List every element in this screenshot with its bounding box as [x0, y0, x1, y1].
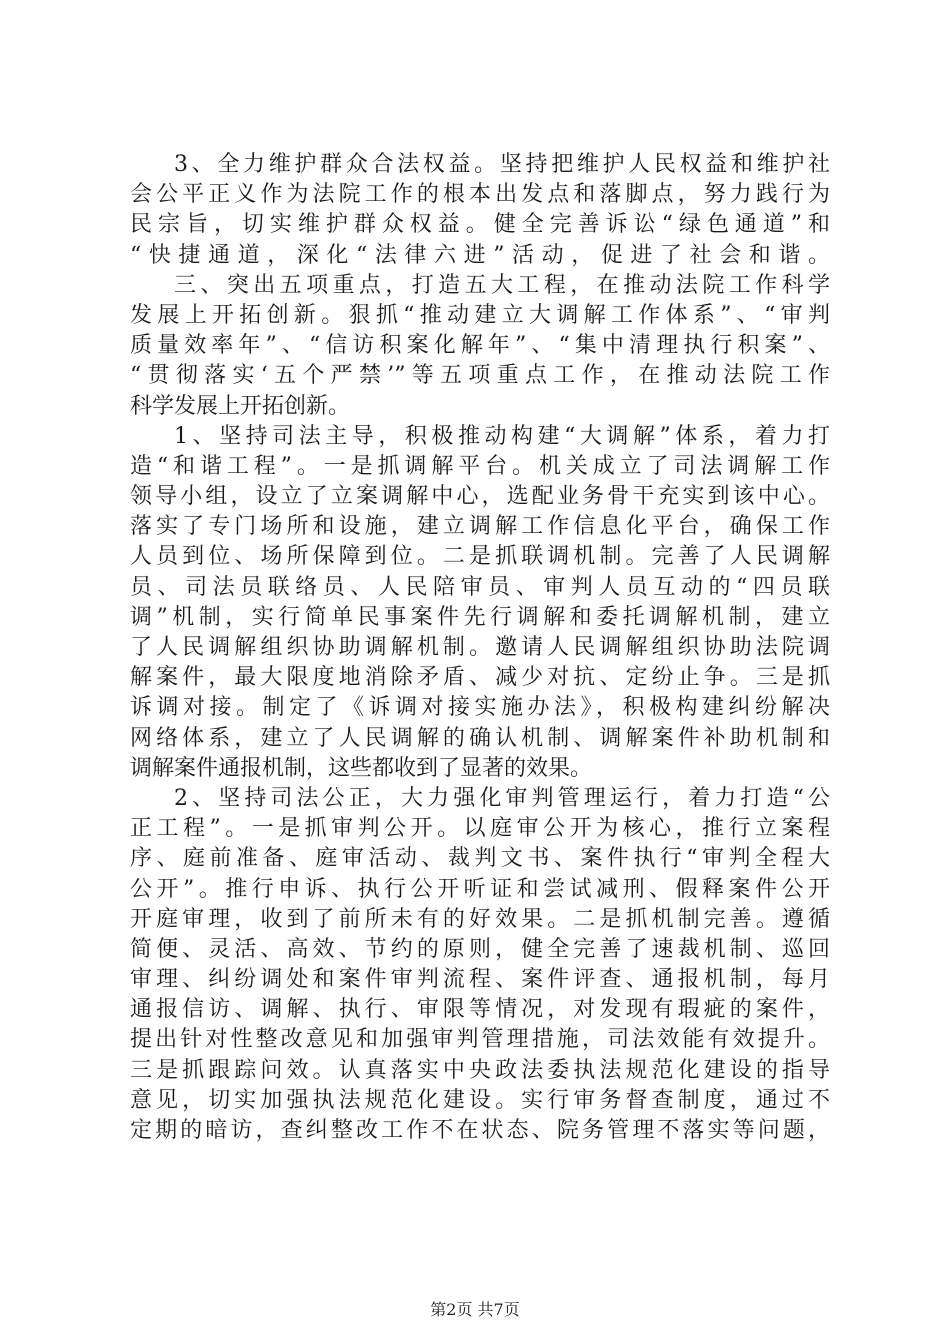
paragraph: [130, 150, 830, 271]
text-line: 了人民调解组织协助调解机制。邀请人民调解组织协助法院调: [130, 635, 830, 660]
page-number: 第2页 共7页: [430, 1300, 520, 1319]
text-line: 简便、灵活、高效、节约的原则，健全完善了速裁机制、巡回: [130, 936, 830, 962]
paragraph: [130, 422, 830, 784]
text-line: 调解案件通报机制，这些都收到了显著的效果。: [130, 755, 593, 781]
text-line: 正工程”。一是抓审判公开。以庭审公开为核心，推行立案程: [130, 816, 830, 842]
text-line: 调”机制，实行简单民事案件先行调解和委托调解机制，建立: [130, 604, 830, 630]
text-line: 提出针对性整改意见和加强审判管理措施，司法效能有效提升。: [130, 1027, 830, 1053]
text-line: 质量效率年”、“信访积案化解年”、“集中清理执行积案”、: [130, 333, 830, 359]
text-line: 三、突出五项重点，打造五大工程，在推动法院工作科学: [174, 272, 830, 298]
text-line: 意见，切实加强执法规范化建设。实行审务督查制度，通过不: [130, 1087, 830, 1113]
text-line: 发展上开拓创新。狠抓“推动建立大调解工作体系”、“审判: [130, 302, 830, 328]
text-line: 三是抓跟踪问效。认真落实中央政法委执法规范化建设的指导: [130, 1057, 830, 1083]
text-line: 网络体系，建立了人民调解的确认机制、调解案件补助机制和: [130, 725, 830, 751]
text-line: 落实了专门场所和设施，建立调解工作信息化平台，确保工作: [130, 514, 830, 540]
text-line: 民宗旨，切实维护群众权益。健全完善诉讼“绿色通道”和: [130, 212, 830, 238]
text-line: 3、全力维护群众合法权益。坚持把维护人民权益和维护社: [174, 152, 830, 177]
text-line: 人员到位、场所保障到位。二是抓联调机制。完善了人民调解: [130, 544, 830, 570]
text-line: 造“和谐工程”。一是抓调解平台。机关成立了司法调解工作: [130, 453, 830, 479]
text-line: 定期的暗访，查纠整改工作不在状态、院务管理不落实等问题，: [130, 1118, 830, 1143]
text-line: “快捷通道，深化“法律六进”活动，促进了社会和谐。: [130, 242, 830, 268]
page-footer: [0, 1297, 950, 1320]
text-line: 公开”。推行申诉、执行公开听证和尝试减刑、假释案件公开: [130, 876, 830, 902]
text-line: 通报信访、调解、执行、审限等情况，对发现有瑕疵的案件，: [130, 997, 830, 1023]
text-line: 会公平正义作为法院工作的根本出发点和落脚点，努力践行为: [130, 182, 830, 208]
text-line: 员、司法员联络员、人民陪审员、审判人员互动的“四员联: [130, 574, 830, 600]
text-line: 科学发展上开拓创新。: [130, 393, 351, 419]
text-line: 序、庭前准备、庭审活动、裁判文书、案件执行“审判全程大: [130, 846, 830, 872]
text-line: “贯彻落实‘五个严禁’”等五项重点工作，在推动法院工作: [130, 363, 830, 389]
paragraph: [130, 271, 830, 422]
text-line: 2、坚持司法公正，大力强化审判管理运行，着力打造“公: [174, 785, 830, 811]
document-body: [130, 150, 830, 1146]
text-line: 诉调对接。制定了《诉调对接实施办法》，积极构建纠纷解决: [130, 695, 830, 721]
paragraph: [130, 784, 830, 1146]
text-line: 领导小组，设立了立案调解中心，选配业务骨干充实到该中心。: [130, 484, 830, 510]
text-line: 开庭审理，收到了前所未有的好效果。二是抓机制完善。遵循: [130, 906, 830, 932]
text-line: 1、坚持司法主导，积极推动构建“大调解”体系，着力打: [174, 423, 830, 449]
text-line: 审理、纠纷调处和案件审判流程、案件评查、通报机制，每月: [130, 967, 830, 993]
text-line: 解案件，最大限度地消除矛盾、减少对抗、定纷止争。三是抓: [130, 665, 830, 691]
